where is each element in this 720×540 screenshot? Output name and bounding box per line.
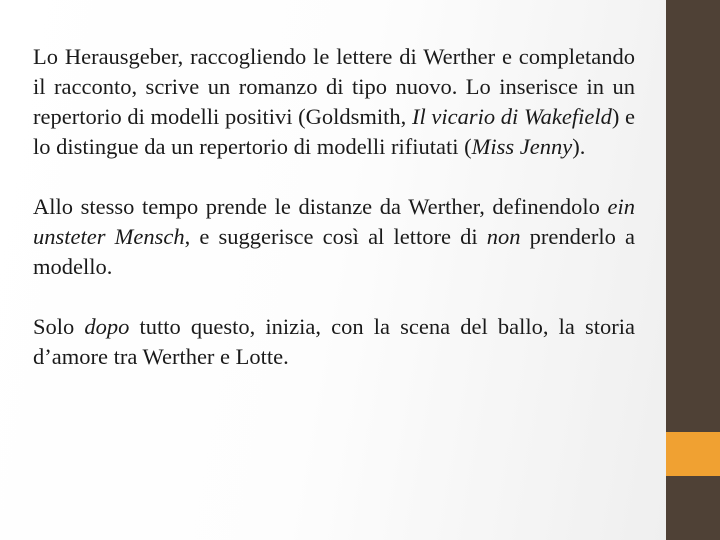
italic-phrase: non <box>486 224 521 249</box>
text-run: ) e lo distingue da un repertorio di modelli rifiutati ( <box>33 104 635 159</box>
body-text <box>33 42 635 372</box>
text-run: ). <box>572 134 586 159</box>
text-run: Solo <box>33 314 85 339</box>
paragraph-3 <box>33 312 635 372</box>
italic-phrase: dopo <box>84 314 130 339</box>
text-run: , e suggerisce così al lettore di <box>184 224 487 249</box>
text-run: prenderlo a modello. <box>33 224 636 279</box>
paragraph-1 <box>33 42 635 162</box>
italic-phrase: ein unsteter Mensch <box>33 194 635 249</box>
book-title: Miss Jenny <box>471 134 573 159</box>
book-title: Il vicario di Wakefield <box>411 104 612 129</box>
text-run: Lo Herausgeber, raccogliendo le lettere di Werther e completando il racconto, scrive un romanzo di tipo nuovo. Lo inserisce in un repertorio di modelli positivi (Goldsmith, <box>33 44 635 129</box>
text-run: Allo stesso tempo prende le distanze da Werther, definendolo <box>33 194 608 219</box>
sidebar-accent-block <box>666 432 720 476</box>
text-run: tutto questo, inizia, con la scena del ballo, la storia d’amore tra Werther e Lotte. <box>33 314 635 369</box>
paragraph-2 <box>33 192 635 282</box>
